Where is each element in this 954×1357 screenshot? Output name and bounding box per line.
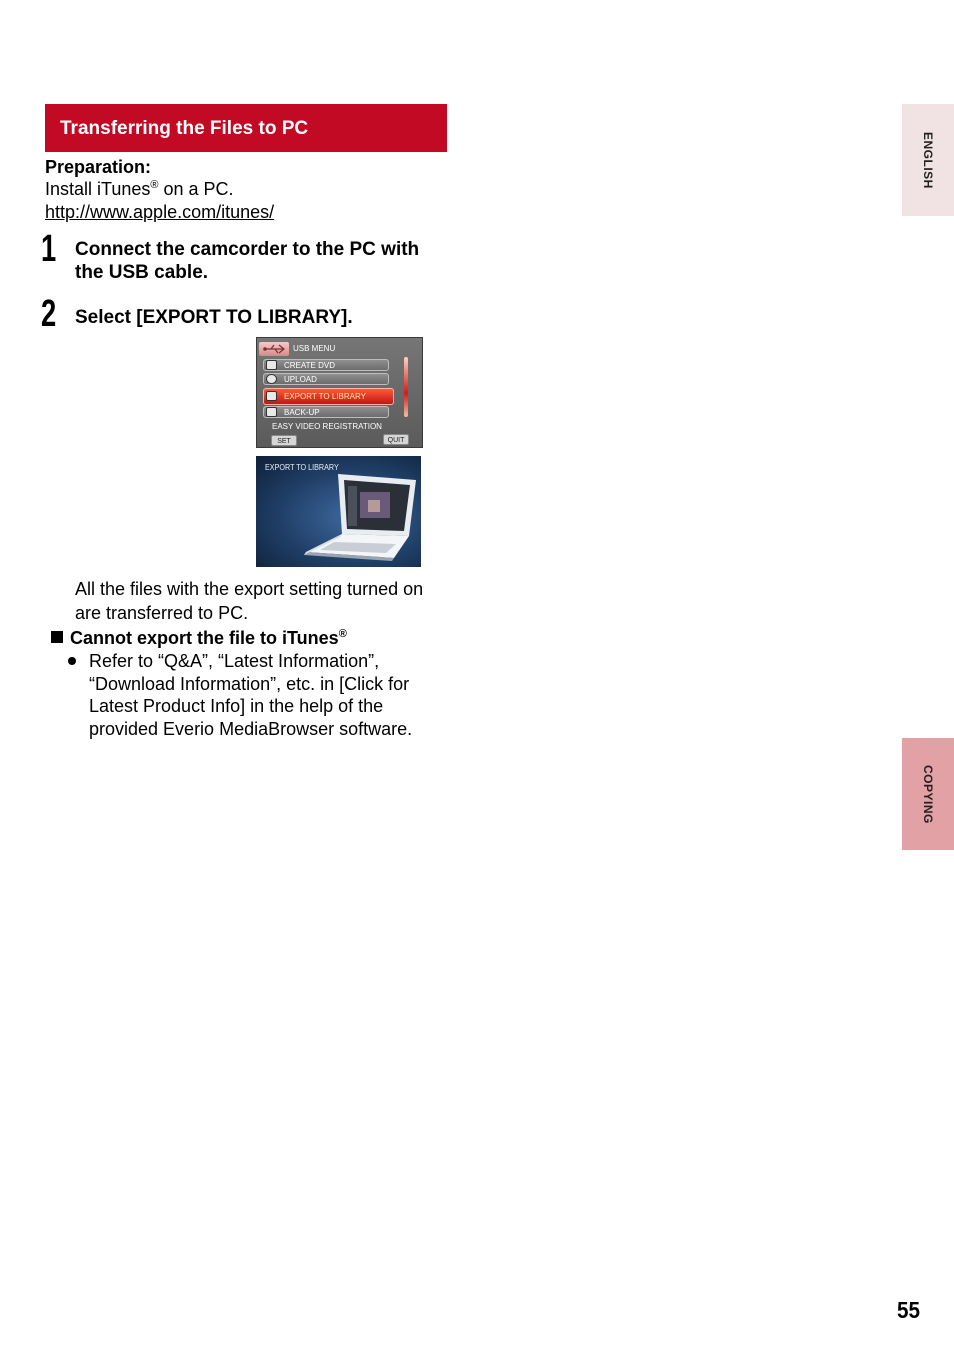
export-caption: EXPORT TO LIBRARY — [265, 463, 339, 472]
library-icon — [266, 391, 277, 401]
menu-item-label: BACK-UP — [284, 408, 320, 417]
step-2-text: Select [EXPORT TO LIBRARY]. — [75, 307, 353, 328]
note-heading — [51, 628, 347, 649]
step-1-number: 1 — [41, 228, 57, 270]
laptop-icon — [256, 456, 421, 567]
page-number: 55 — [897, 1297, 921, 1323]
menu-item-label: EXPORT TO LIBRARY — [284, 392, 366, 401]
note-heading-text: Cannot export the file to iTunes — [70, 628, 339, 648]
menu-item-export-to-library[interactable] — [263, 388, 394, 405]
set-button[interactable]: SET — [271, 435, 297, 446]
export-to-library-screen — [256, 456, 421, 567]
bullet-icon — [68, 657, 76, 665]
registered-mark: ® — [338, 628, 347, 640]
globe-icon — [266, 374, 277, 384]
backup-icon — [266, 407, 277, 417]
preparation-heading: Preparation: — [45, 157, 152, 177]
menu-scrollbar[interactable] — [404, 357, 408, 417]
menu-item-create-dvd[interactable] — [263, 359, 389, 371]
side-tab-english[interactable] — [902, 104, 954, 216]
quit-button[interactable]: QUIT — [383, 434, 409, 445]
usb-menu-title: USB MENU — [293, 344, 336, 353]
menu-item-label: UPLOAD — [284, 375, 317, 384]
side-tab-copying[interactable] — [902, 738, 954, 850]
install-text-after: on a PC. — [158, 179, 234, 199]
square-bullet-icon — [51, 631, 63, 643]
usb-icon — [259, 342, 289, 356]
note-bullet-text: Refer to “Q&A”, “Latest Information”, “Download Information”, etc. in [Click for Latest Product Info] in the help of the provided Everio MediaBrowser software. — [89, 651, 413, 739]
side-tab-copying-label: COPYING — [921, 764, 935, 824]
registered-mark: ® — [150, 179, 159, 191]
usb-menu-screen — [256, 337, 423, 448]
preparation-install-line — [45, 179, 234, 200]
itunes-url-link[interactable]: http://www.apple.com/itunes/ — [45, 202, 275, 222]
menu-item-back-up[interactable] — [263, 406, 389, 418]
install-text-before: Install iTunes — [45, 179, 151, 199]
disc-icon — [266, 360, 277, 370]
step-1-text: Connect the camcorder to the PC with the USB cable. — [75, 239, 420, 283]
step-2-number: 2 — [41, 293, 57, 335]
body-paragraph: All the files with the export setting turned on are transferred to PC. — [75, 579, 424, 623]
menu-item-easy-video-registration[interactable]: EASY VIDEO REGISTRATION — [272, 422, 382, 431]
section-title-banner — [45, 104, 447, 152]
menu-item-upload[interactable] — [263, 373, 389, 385]
section-title: Transferring the Files to PC — [60, 118, 309, 139]
menu-item-label: CREATE DVD — [284, 361, 335, 370]
side-tab-english-label: ENGLISH — [921, 131, 935, 189]
